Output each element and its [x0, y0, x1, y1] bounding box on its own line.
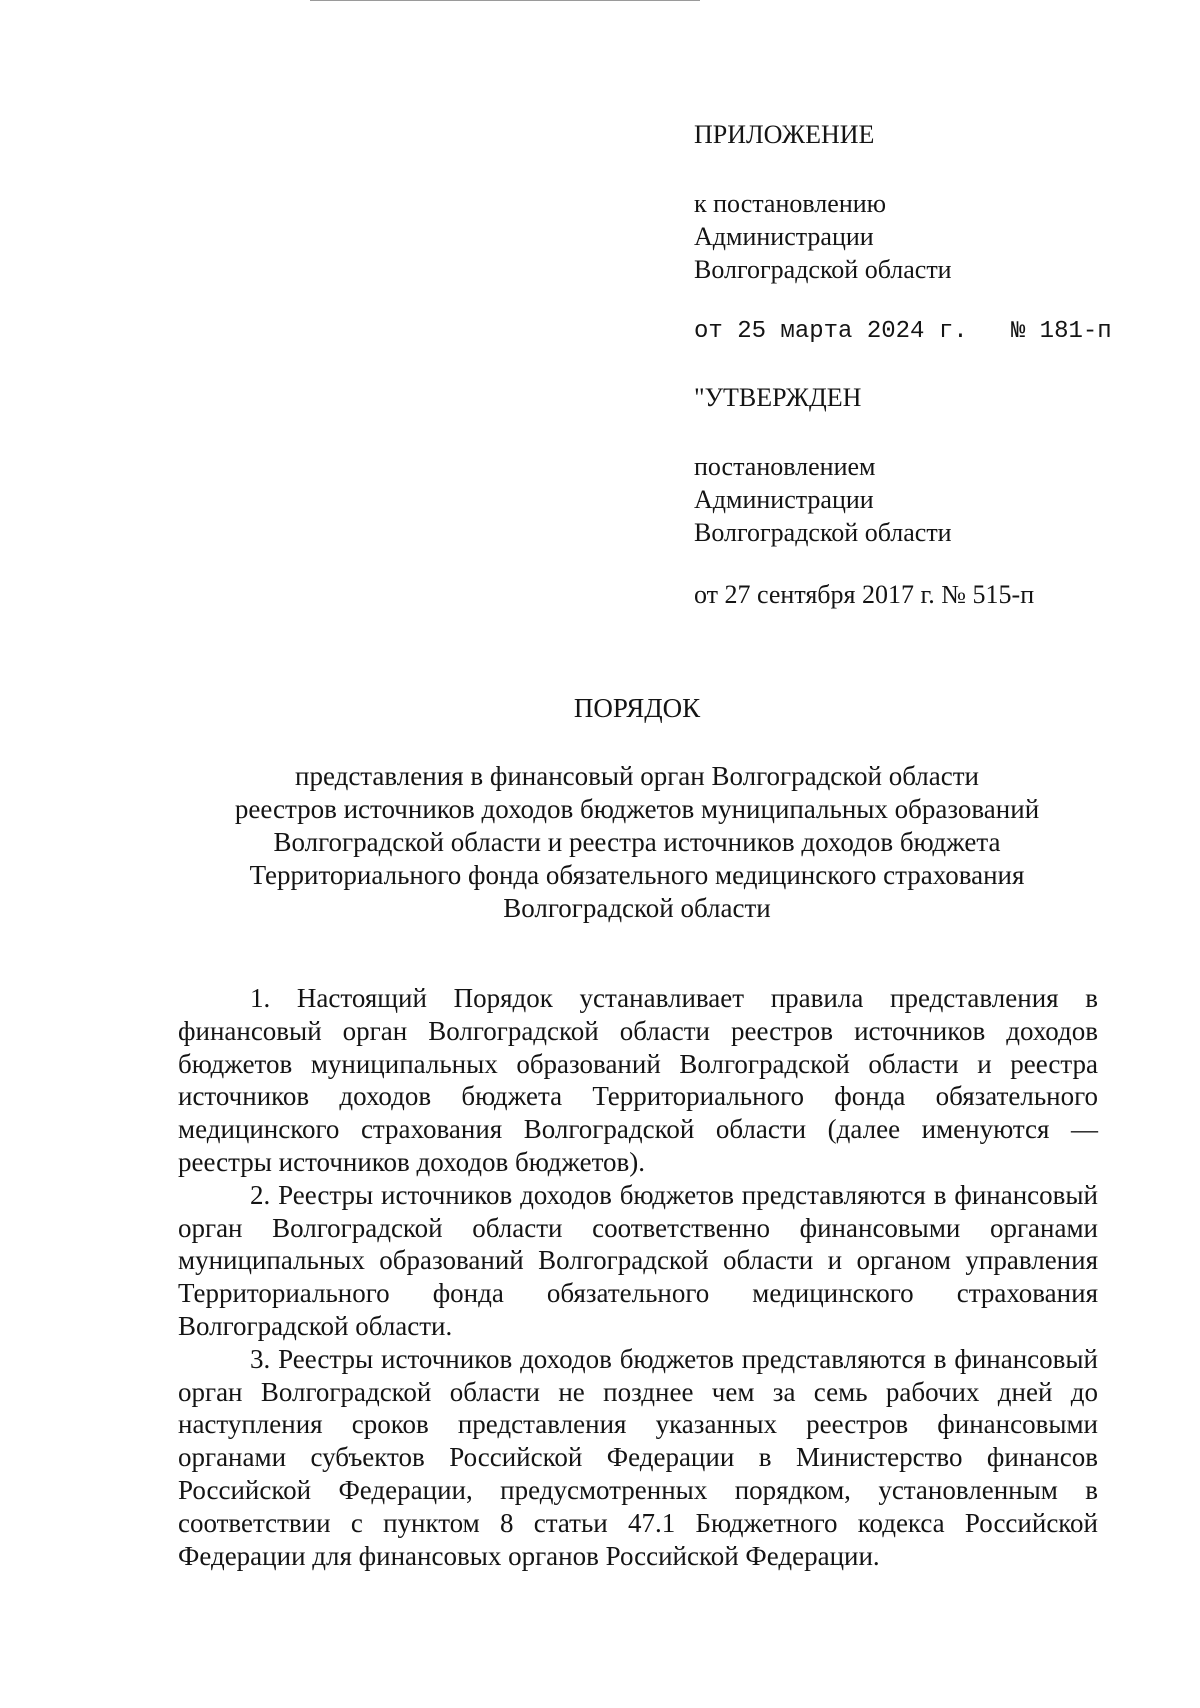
approved-title: "УТВЕРЖДЕН — [694, 383, 862, 412]
approved-line: Администрации — [694, 485, 874, 514]
subtitle-line: Территориального фонда обязательного медицинского страхования — [249, 860, 1025, 890]
scan-top-edge-line — [310, 0, 700, 1]
appendix-decree-number: № 181-п — [1010, 318, 1112, 345]
document-subtitle — [0, 760, 1200, 925]
approved-date-number: от 27 сентября 2017 г. № 515-п — [694, 580, 1035, 609]
document-body — [178, 982, 1098, 1572]
appendix-line: Волгоградской области — [694, 255, 952, 284]
appendix-title: ПРИЛОЖЕНИЕ — [694, 120, 875, 149]
appendix-block — [694, 118, 1112, 611]
subtitle-line: Волгоградской области и реестра источников доходов бюджета — [273, 827, 1001, 857]
appendix-line: к постановлению — [694, 189, 887, 218]
appendix-decree-date: от 25 марта 2024 г. — [694, 318, 968, 345]
appendix-line: Администрации — [694, 222, 874, 251]
approved-line: постановлением — [694, 452, 876, 481]
paragraph-1: 1. Настоящий Порядок устанавливает правила представления в финансовый орган Волгоградской области реестров источников доходов бюджетов муниципальных образований Волгоградской области и реестра источников доходов бюджета Территориального фонда обязательного медицинского страхования Волгоградской области (далее именуются — реестры источников доходов бюджетов). — [178, 983, 1098, 1177]
document-heading: ПОРЯДОК — [573, 693, 701, 723]
approved-line: Волгоградской области — [694, 518, 952, 547]
subtitle-line: представления в финансовый орган Волгоградской области — [295, 761, 979, 791]
subtitle-line: реестров источников доходов бюджетов муниципальных образований — [234, 794, 1040, 824]
paragraph-3: 3. Реестры источников доходов бюджетов представляются в финансовый орган Волгоградской области не позднее чем за семь рабочих дней до наступления сроков представления указанных реестров финансовыми органами субъектов Российской Федерации в Министерство финансов Российской Федерации, предусмотренных порядком, установленным в соответствии с пунктом 8 статьи 47.1 Бюджетного кодекса Российской Федерации для финансовых органов Российской Федерации. — [178, 1343, 1098, 1571]
appendix-decree-ref — [694, 315, 1112, 348]
subtitle-line: Волгоградской области — [503, 893, 771, 923]
paragraph-2: 2. Реестры источников доходов бюджетов представляются в финансовый орган Волгоградской области соответственно финансовыми органами муниципальных образований Волгоградской области и органом управления Территориального фонда обязательного медицинского страхования Волгоградской области. — [178, 1179, 1098, 1341]
